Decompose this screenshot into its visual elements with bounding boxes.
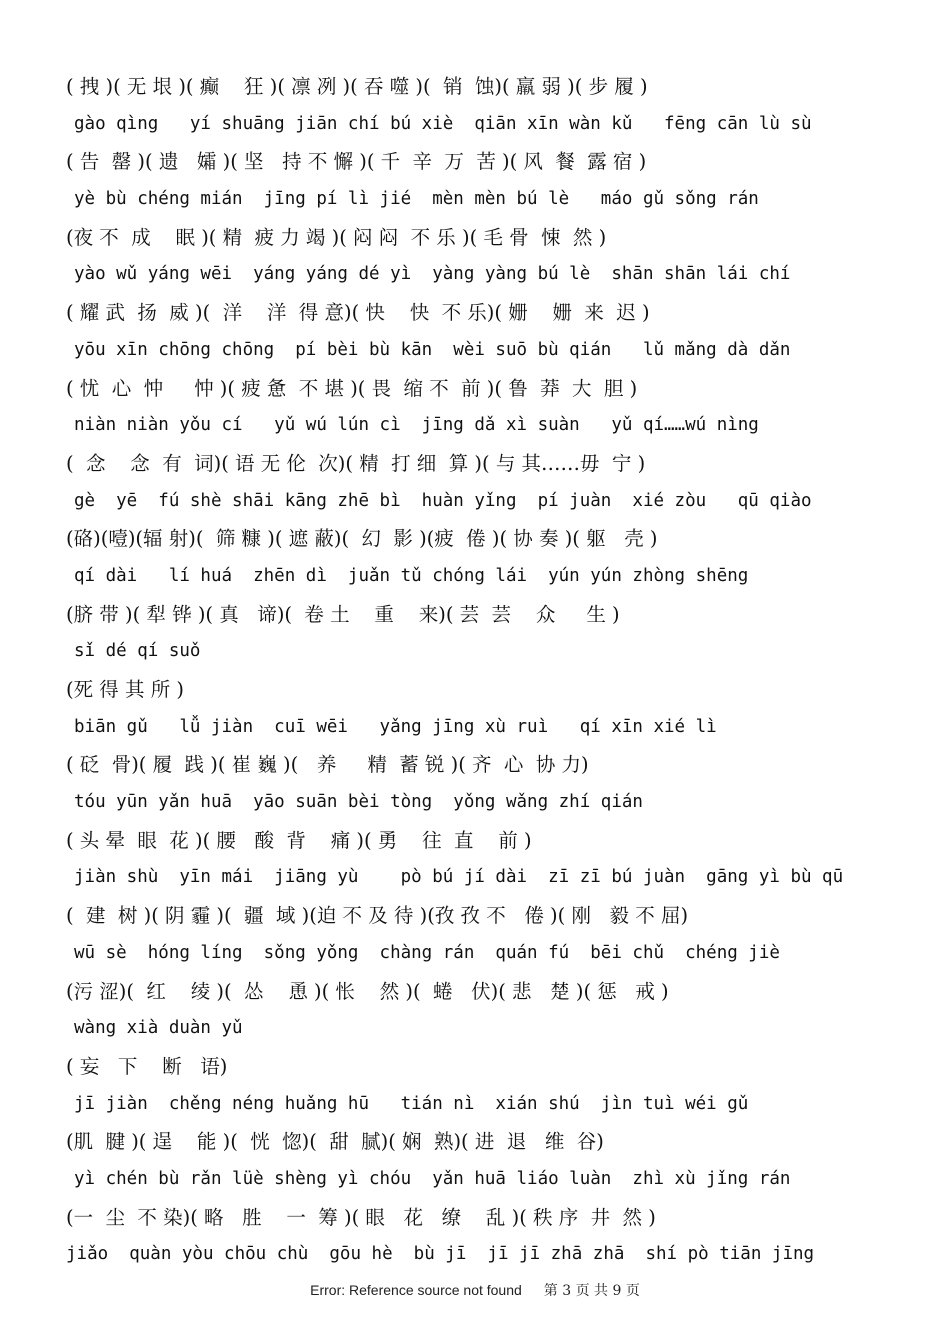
hanzi-line: ( 告 罄 )( 遗 孀 )( 坚 持 不 懈 )( 千 辛 万 苦 )( 风 餐 露 宿 )	[66, 150, 647, 174]
hanzi-line: ( 耀 武 扬 威 )( 洋 洋 得 意)( 快 快 不 乐)( 姗 姗 来 迟 )	[66, 301, 650, 325]
pinyin-line: yè bù chéng mián jīng pí lì jié mèn mèn bú lè máo gǔ sǒng rán	[74, 189, 759, 210]
hanzi-line: ( 拽 )( 无 垠 )( 癫 狂 )( 凛 冽 )( 吞 噬 )( 销 蚀)( 羸 弱 )( 步 履 )	[66, 75, 648, 98]
pinyin-line: wū sè hóng líng sǒng yǒng chàng rán quán fú bēi chǔ chéng jiè	[74, 942, 780, 963]
pinyin-line: biān gǔ lǚ jiàn cuī wēi yǎng jīng xù ruì qí xīn xié lì	[74, 716, 717, 737]
hanzi-line: ( 忧 心 忡 忡 )( 疲 惫 不 堪 )( 畏 缩 不 前 )( 鲁 莽 大 胆 )	[66, 376, 638, 400]
pinyin-line: jiàn shù yīn mái jiāng yù pò bú jí dài zī zī bú juàn gāng yì bù qū	[74, 867, 844, 888]
pinyin-line: yōu xīn chōng chōng pí bèi bù kān wèi suō bù qián lǔ mǎng dà dǎn	[74, 339, 791, 360]
pinyin-line: gào qìng yí shuāng jiān chí bú xiè qiān xīn wàn kǔ fēng cān lù sù	[74, 113, 812, 134]
pinyin-line: sǐ dé qí suǒ	[74, 641, 201, 662]
pinyin-line: qí dài lí huá zhēn dì juǎn tǔ chóng lái yún yún zhòng shēng	[74, 565, 749, 586]
pinyin-line: wàng xià duàn yǔ	[74, 1018, 243, 1039]
pinyin-line: gè yē fú shè shāi kāng zhē bì huàn yǐng pí juàn xié zòu qū qiào	[74, 490, 812, 511]
hanzi-line: (死 得 其 所 )	[66, 678, 185, 701]
pinyin-line: tóu yūn yǎn huā yāo suān bèi tòng yǒng wǎng zhí qián	[74, 792, 643, 813]
hanzi-line: ( 砭 骨)( 履 践 )( 崔 巍 )( 养 精 蓄 锐 )( 齐 心 协 力)	[66, 753, 589, 777]
footer-page-number: 第 3 页 共 9 页	[543, 1283, 640, 1299]
hanzi-line: (硌)(噎)(辐 射)( 筛 糠 )( 遮 蔽)( 幻 影 )(疲 倦 )( 协 奏 )( 躯 壳 )	[66, 527, 658, 551]
footer-error-text: Error: Reference source not found	[310, 1282, 522, 1298]
hanzi-line: (一 尘 不 染)( 略 胜 一 筹 )( 眼 花 缭 乱 )( 秩 序 井 然 )	[66, 1205, 656, 1229]
hanzi-line: (肌 腱 )( 逞 能 )( 恍 惚)( 甜 腻)( 娴 熟)( 进 退 维 谷)	[66, 1130, 604, 1154]
hanzi-line: (污 涩)( 红 绫 )( 怂 恿 )( 怅 然 )( 蜷 伏)( 悲 楚 )( 惩 戒 )	[66, 979, 669, 1003]
page-footer	[0, 1280, 950, 1300]
pinyin-line: jiǎo quàn yòu chōu chù gōu hè bù jī jī jī zhā zhā shí pò tiān jīng	[66, 1244, 815, 1265]
hanzi-line: ( 头 晕 眼 花 )( 腰 酸 背 痛 )( 勇 往 直 前 )	[66, 828, 532, 852]
pinyin-line: jī jiàn chěng néng huǎng hū tián nì xián shú jìn tuì wéi gǔ	[74, 1093, 749, 1114]
hanzi-line: (夜 不 成 眠 )( 精 疲 力 竭 )( 闷 闷 不 乐 )( 毛 骨 悚 然 )	[66, 225, 607, 249]
hanzi-line: ( 妄 下 断 语)	[66, 1054, 228, 1078]
hanzi-line: ( 念 念 有 词)( 语 无 伦 次)( 精 打 细 算 )( 与 其……毋 宁 )	[66, 451, 646, 475]
pinyin-line: yào wǔ yáng wēi yáng yáng dé yì yàng yàng bú lè shān shān lái chí	[74, 264, 791, 285]
pinyin-line: yì chén bù rǎn lüè shèng yì chóu yǎn huā liáo luàn zhì xù jǐng rán	[74, 1168, 791, 1189]
hanzi-line: (脐 带 )( 犁 铧 )( 真 谛)( 卷 土 重 来)( 芸 芸 众 生 )	[66, 602, 620, 626]
pinyin-line: niàn niàn yǒu cí yǔ wú lún cì jīng dǎ xì suàn yǔ qí……wú nìng	[74, 415, 759, 436]
hanzi-line: ( 建 树 )( 阴 霾 )( 疆 域 )(迫 不 及 待 )(孜 孜 不 倦 )( 刚 毅 不 屈)	[66, 904, 689, 928]
document-body	[66, 68, 896, 1274]
